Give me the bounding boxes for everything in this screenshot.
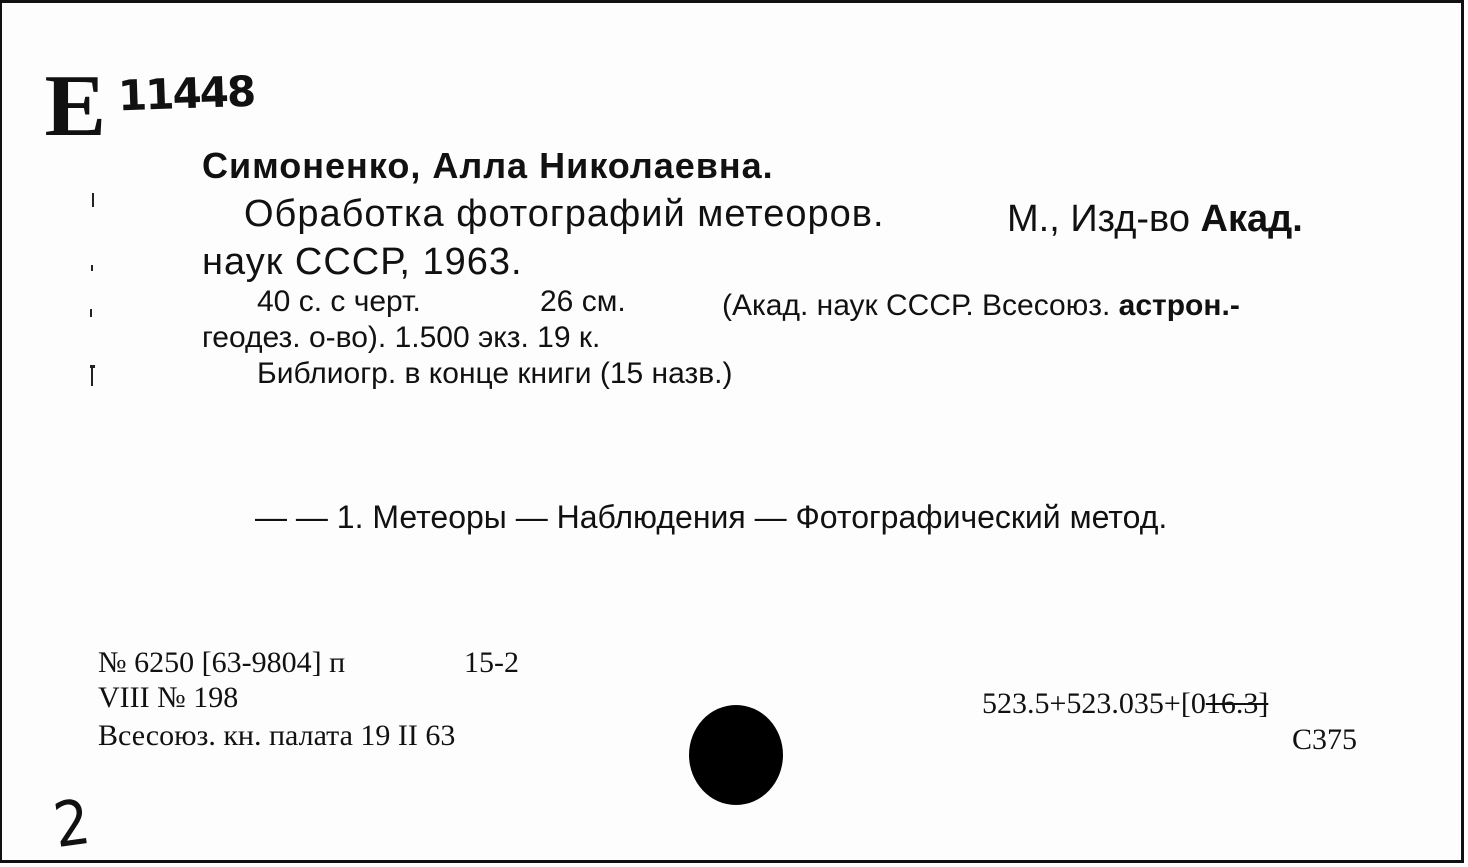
volume-number: VIII № 198 <box>98 681 239 714</box>
punch-hole <box>689 705 783 805</box>
registration-number: № 6250 [63-9804] п <box>98 646 346 679</box>
margin-mark <box>92 193 94 207</box>
collation-size: 26 см. <box>540 285 626 318</box>
publisher-imprint <box>1007 200 1303 238</box>
registration-code: 15-2 <box>464 646 519 679</box>
chamber-stamp: Всесоюз. кн. палата 19 II 63 <box>98 719 456 752</box>
udc-struck: 16.3] <box>1205 687 1269 720</box>
publisher-place: М., Изд-во <box>1007 198 1201 240</box>
bibliography-note: Библиогр. в конце книги (15 назв.) <box>257 357 733 390</box>
subject-heading: — — 1. Метеоры — Наблюдения — Фотографический метод. <box>255 499 1168 535</box>
margin-mark <box>91 265 93 271</box>
handwritten-call-number: 11448 <box>117 66 255 121</box>
title-line-2: наук СССР, 1963. <box>202 241 523 283</box>
handwritten-number: 2 <box>48 784 95 863</box>
author-heading: Симоненко, Алла Николаевна. <box>202 145 774 186</box>
title-line-1: Обработка фотографий метеоров. <box>244 193 885 235</box>
catalog-letter: E <box>44 58 107 155</box>
classification-code: С375 <box>1292 723 1358 756</box>
margin-mark <box>91 368 93 386</box>
udc-main: 523.5+523.035+[0 <box>982 687 1206 720</box>
series-statement <box>722 291 1240 321</box>
series-text: (Акад. наук СССР. Всесоюз. <box>722 289 1119 322</box>
series-text-bold: астрон.- <box>1118 289 1240 322</box>
series-line-2: геодез. о-во). 1.500 экз. 19 к. <box>202 321 601 354</box>
udc-classification <box>982 689 1268 719</box>
publisher-academy: Акад. <box>1200 198 1303 240</box>
margin-mark <box>90 309 92 317</box>
collation-pages: 40 с. с черт. <box>257 285 421 318</box>
